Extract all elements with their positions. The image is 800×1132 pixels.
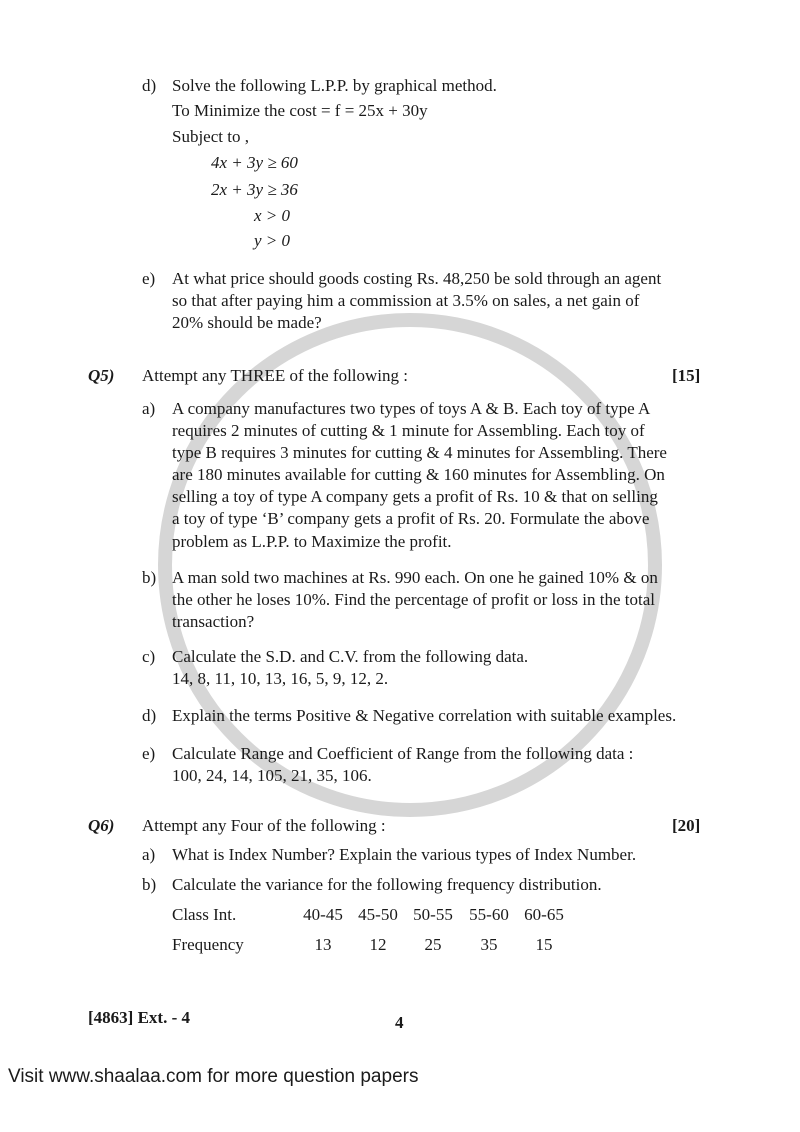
q5-marks: [15]: [672, 366, 701, 385]
constraint: y > 0: [254, 231, 291, 250]
q5c-line: 14, 8, 11, 10, 13, 16, 5, 9, 12, 2.: [172, 669, 389, 688]
q5a-line: problem as L.P.P. to Maximize the profit.: [172, 532, 452, 551]
q5c-label: c): [142, 647, 156, 666]
q5a-line: A company manufactures two types of toys A & B. Each toy of type A: [172, 399, 651, 418]
q6b-text: Calculate the variance for the following frequency distribution.: [172, 875, 602, 894]
table-cell: 35: [480, 935, 498, 954]
q5a-line: selling a toy of type A company gets a profit of Rs. 10 & that on selling: [172, 487, 658, 506]
table-cell: 12: [369, 935, 387, 954]
q5c-line: Calculate the S.D. and C.V. from the following data.: [172, 647, 529, 666]
q6b-label: b): [142, 875, 157, 894]
table-cell: 25: [424, 935, 442, 954]
constraint: 4x + 3y ≥ 60: [211, 153, 298, 172]
constraint: x > 0: [254, 206, 291, 225]
q5b-label: b): [142, 568, 157, 587]
q6-number: Q6): [88, 816, 115, 835]
q4d-line: Solve the following L.P.P. by graphical method.: [172, 76, 497, 95]
table-row-frequencies: [296, 934, 586, 956]
q5-number: Q5): [88, 366, 115, 385]
q4d-line: To Minimize the cost = f = 25x + 30y: [172, 101, 428, 120]
constraint: 2x + 3y ≥ 36: [211, 180, 298, 199]
q4e-line: so that after paying him a commission at 3.5% on sales, a net gain of: [172, 291, 640, 310]
q5-title: Attempt any THREE of the following :: [142, 366, 408, 385]
q6-marks: [20]: [672, 816, 701, 835]
watermark-ring: [165, 320, 655, 810]
table-cell: 55-60: [469, 905, 509, 924]
page-number: 4: [395, 1013, 404, 1032]
q5b-line: transaction?: [172, 612, 255, 631]
q4d-line: Subject to ,: [172, 127, 249, 146]
q5e-line: Calculate Range and Coefficient of Range from the following data :: [172, 744, 634, 763]
q6a-label: a): [142, 845, 156, 864]
q6a-text: What is Index Number? Explain the various types of Index Number.: [172, 845, 637, 864]
q5b-line: the other he loses 10%. Find the percentage of profit or loss in the total: [172, 590, 655, 609]
q4e-line: 20% should be made?: [172, 313, 322, 332]
q5a-line: are 180 minutes available for cutting & 160 minutes for Assembling. On: [172, 465, 665, 484]
table-cell: 15: [535, 935, 553, 954]
q4e-label: e): [142, 269, 156, 288]
table-cell: 45-50: [358, 905, 398, 924]
shaalaa-banner[interactable]: Visit www.shaalaa.com for more question papers: [8, 1066, 419, 1087]
q5d-label: d): [142, 706, 157, 725]
q4d-label: d): [142, 76, 157, 95]
q5e-label: e): [142, 744, 156, 763]
q5b-line: A man sold two machines at Rs. 990 each. On one he gained 10% & on: [172, 568, 658, 587]
q5a-line: a toy of type ‘B’ company gets a profit of Rs. 20. Formulate the above: [172, 509, 650, 528]
table-row-label: Class Int.: [172, 905, 237, 924]
table-row-label: Frequency: [172, 935, 244, 954]
q4e-line: At what price should goods costing Rs. 48,250 be sold through an agent: [172, 269, 662, 288]
q5a-line: type B requires 3 minutes for cutting & 4 minutes for Assembling. There: [172, 443, 667, 462]
q5a-label: a): [142, 399, 156, 418]
table-cell: 60-65: [524, 905, 564, 924]
q5a-line: requires 2 minutes of cutting & 1 minute for Assembling. Each toy of: [172, 421, 645, 440]
table-row-classes: [296, 904, 586, 926]
table-cell: 50-55: [413, 905, 453, 924]
table-cell: 13: [314, 935, 332, 954]
q5d-line: Explain the terms Positive & Negative correlation with suitable examples.: [172, 706, 677, 725]
table-cell: 40-45: [303, 905, 343, 924]
paper-code: [4863] Ext. - 4: [88, 1008, 190, 1027]
q6-title: Attempt any Four of the following :: [142, 816, 386, 835]
q5e-line: 100, 24, 14, 105, 21, 35, 106.: [172, 766, 372, 785]
